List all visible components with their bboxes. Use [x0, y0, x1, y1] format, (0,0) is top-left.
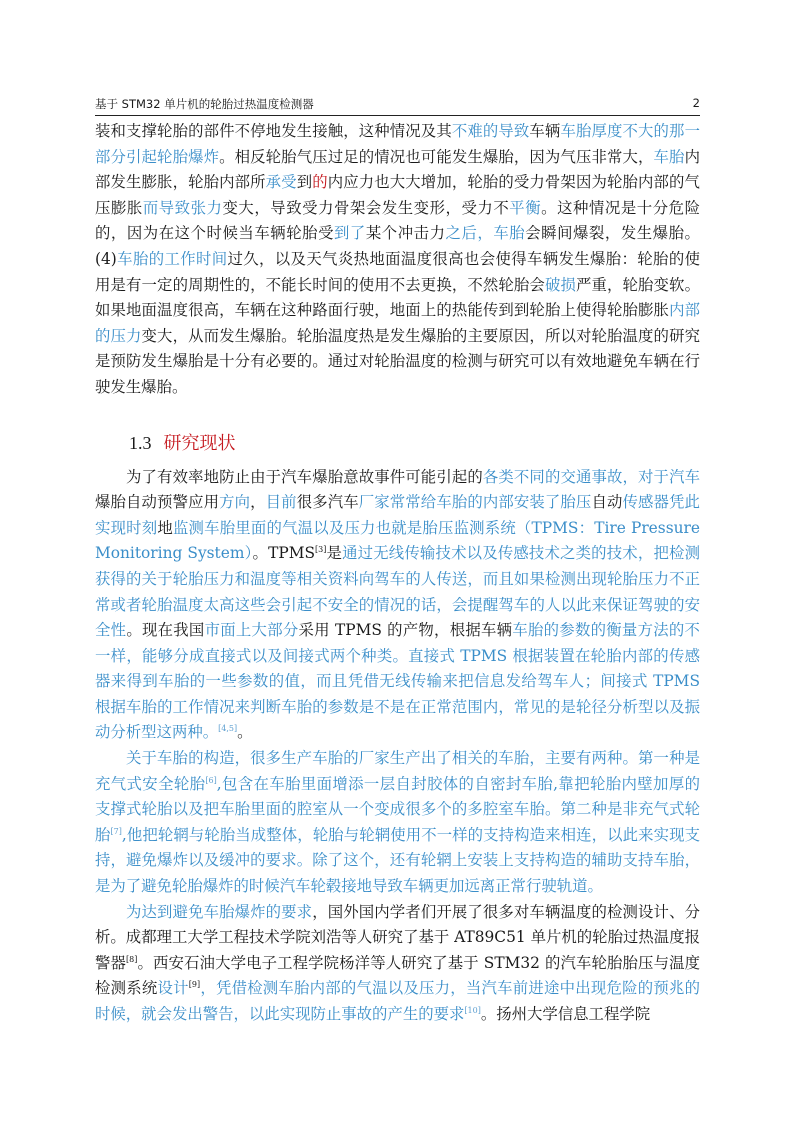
citation-ref: [6]: [205, 775, 217, 785]
highlighted-run: ,他把轮辋与轮胎当成整体，轮胎与轮辋使用不一样的支持构造来相连，以此来实现支持，避免爆炸以及缓冲的要求。除了这个，还有轮辋上安装上支持构造的辅助支持车胎，是为了避免轮胎爆炸的时候汽车轮毂接地导致车辆更加远离正常行驶轨道。: [95, 825, 700, 896]
text-run: ，: [250, 493, 266, 512]
highlighted-run: 传感器凭此实现时刻: [95, 493, 700, 537]
citation-ref: [8]: [126, 954, 138, 964]
text-run: 会瞬间爆裂，发生爆胎。(4): [95, 224, 700, 268]
highlighted-run: 通过无线传输技术以及传感技术之类的技术，把检测获得的关于轮胎压力和温度等相关资料向驾车的人传送，而且如果检测出现轮胎压力不正常或者轮胎温度太高这些会引起不安全的情况的话，会提醒驾车的人以此来保证驾驶的安全性: [95, 544, 700, 640]
highlighted-run: 为达到避免车胎爆炸的要求: [126, 902, 313, 921]
text-run: 。西安石油大学电子工程学院杨洋等人研究了基于 STM32 的汽车轮胎胎压与温度检测系统: [95, 953, 700, 998]
section-title: 研究现状: [163, 432, 236, 454]
highlighted-run: ，凭借检测车胎内部的气温以及压力，当汽车前进途中出现危险的预兆的时候，就会发出警告，以此实现防止事故的产生的要求: [95, 979, 700, 1023]
text-run: 严重，轮胎变软。如果地面温度很高，车辆在这种路面行驶，地面上的热能传到到轮胎上使得轮胎膨胀: [95, 275, 700, 320]
text-run: 变大，从而发生爆胎。轮胎温度热是发生爆胎的主要原因，所以对轮胎温度的研究是预防发生爆胎是十分有必要的。通过对轮胎温度的检测与研究可以有效地避免车辆在行驶发生爆胎。: [95, 326, 700, 396]
highlighted-run: 平衡: [509, 198, 542, 217]
highlighted-run: 而导致张力: [142, 198, 223, 217]
highlighted-run: 到了: [334, 224, 366, 243]
paragraph-blowout-causes: [95, 119, 700, 401]
highlighted-run: 车胎的工作时间: [116, 249, 228, 268]
highlighted-run: 厂家常常给车胎的内部安装了胎压: [358, 493, 592, 512]
paragraph-related-research: [95, 900, 700, 1028]
text-run: 到: [296, 173, 313, 192]
text-run: 。现在我国: [126, 621, 205, 640]
highlighted-run: 破损: [544, 275, 576, 294]
highlighted-run: ,包含在车胎里面增添一层自封胶体的自密封车胎,靠把轮胎内壁加厚的支撑式轮胎以及把车胎里面的腔室从一个变成很多个的多腔室车胎。第二种是非充气式轮胎: [95, 774, 700, 844]
text-run: 爆胎自动预警应用: [95, 493, 220, 512]
highlighted-run: 关于车胎的构造，很多生产车胎的厂家生产出了相关的车胎，主要有两种。第一种是充气式安全轮胎: [95, 749, 700, 793]
highlighted-run: 监测车胎里面的气温以及压力也就是胎压监测系统（TPMS：Tire Pressure Monitoring System）: [95, 518, 700, 563]
highlighted-run: 承受: [265, 173, 297, 192]
text-run: 内部发生膨胀，轮胎内部所: [95, 147, 700, 192]
text-run: 变大，导致受力骨架会发生变形，受力不: [222, 198, 510, 217]
text-run: 。这种情况是十分危险的，因为在这个时候当车辆轮胎受: [95, 198, 700, 243]
page-body: [95, 119, 700, 1028]
highlighted-run: 不难的导致: [451, 122, 530, 140]
text-run: 自动: [591, 493, 623, 512]
text-run: 为了有效率地防止由于汽车爆胎意故事件可能引起的: [126, 467, 483, 486]
text-run: 。相反轮胎气压过足的情况也可能发生爆胎，因为气压非常大，: [219, 147, 654, 166]
citation-ref: [7]: [110, 826, 122, 836]
highlighted-run: 市面上大部分: [204, 621, 299, 640]
header-title: 基于 STM32 单片机的轮胎过热温度检测器: [95, 97, 314, 111]
text-run: 地: [157, 518, 173, 537]
citation-ref: [10]: [464, 1006, 481, 1015]
text-run: 内应力也大大增加，轮胎的受力骨架因为轮胎内部的气压膨胀: [95, 173, 700, 217]
section-number: 1.3: [129, 432, 152, 453]
text-run: 。扬州大学信息工程学院: [480, 1005, 651, 1023]
text-run: 车辆: [529, 122, 561, 140]
text-run: 。TPMS: [252, 544, 315, 563]
page-header: [95, 94, 700, 116]
text-run: ，国外国内学者们开展了很多对车辆温度的检测设计、分析。成都理工大学工程技术学院刘浩等人研究了基于 AT89C51 单片机的轮胎过热温度报警器: [95, 902, 700, 972]
citation-ref: [4,5]: [218, 724, 238, 734]
highlighted-run: 内部的压力: [95, 301, 700, 345]
highlighted-run: 之后，车胎: [445, 224, 526, 243]
citation-ref: [3]: [315, 545, 327, 555]
text-run: 采用 TPMS 的产物，根据车辆: [298, 621, 513, 640]
highlighted-run: 各类不同的交通事故，对于汽车: [482, 467, 700, 486]
text-run: 。: [237, 723, 253, 742]
highlighted-run: 车胎的参数的衡量方法的不一样，能够分成直接式以及间接式两个种类。直接式 TPMS 根据装置在轮胎内部的传感器来得到车胎的一些参数的值，而且凭借无线传输来把信息发给驾车人；间接式 TPMS 根据车胎的工作情况来判断车胎的参数是不是在正常范围内，常见的是轮径分析型以及振动分析型这两种: [95, 621, 700, 742]
red-run: 的: [312, 173, 328, 192]
citation-ref: [9]: [188, 980, 201, 990]
header-rule: [95, 115, 700, 116]
highlighted-run: 方向: [219, 493, 251, 512]
text-run: 装和支撑轮胎的部件不停地发生接触，这种情况及其: [95, 122, 452, 140]
highlighted-run: 设计: [157, 979, 189, 998]
section-heading: [95, 429, 700, 458]
text-run: 是: [326, 544, 343, 563]
paragraph-tire-structure: [95, 746, 700, 900]
highlighted-run: 。: [202, 723, 219, 742]
highlighted-run: 车胎: [653, 147, 685, 166]
paragraph-tpms: [95, 465, 700, 747]
highlighted-run: 目前: [265, 493, 297, 512]
highlighted-run: 车胎厚度不大的那一部分引起轮胎爆炸: [95, 122, 700, 166]
text-run: 某个冲击力: [365, 224, 446, 243]
text-run: 很多汽车: [296, 493, 359, 512]
page-number: 2: [692, 96, 700, 110]
text-run: 过久，以及天气炎热地面温度很高也会使得车辆发生爆胎：轮胎的使用是有一定的周期性的，不能长时间的使用不去更换，不然轮胎会: [95, 249, 700, 294]
